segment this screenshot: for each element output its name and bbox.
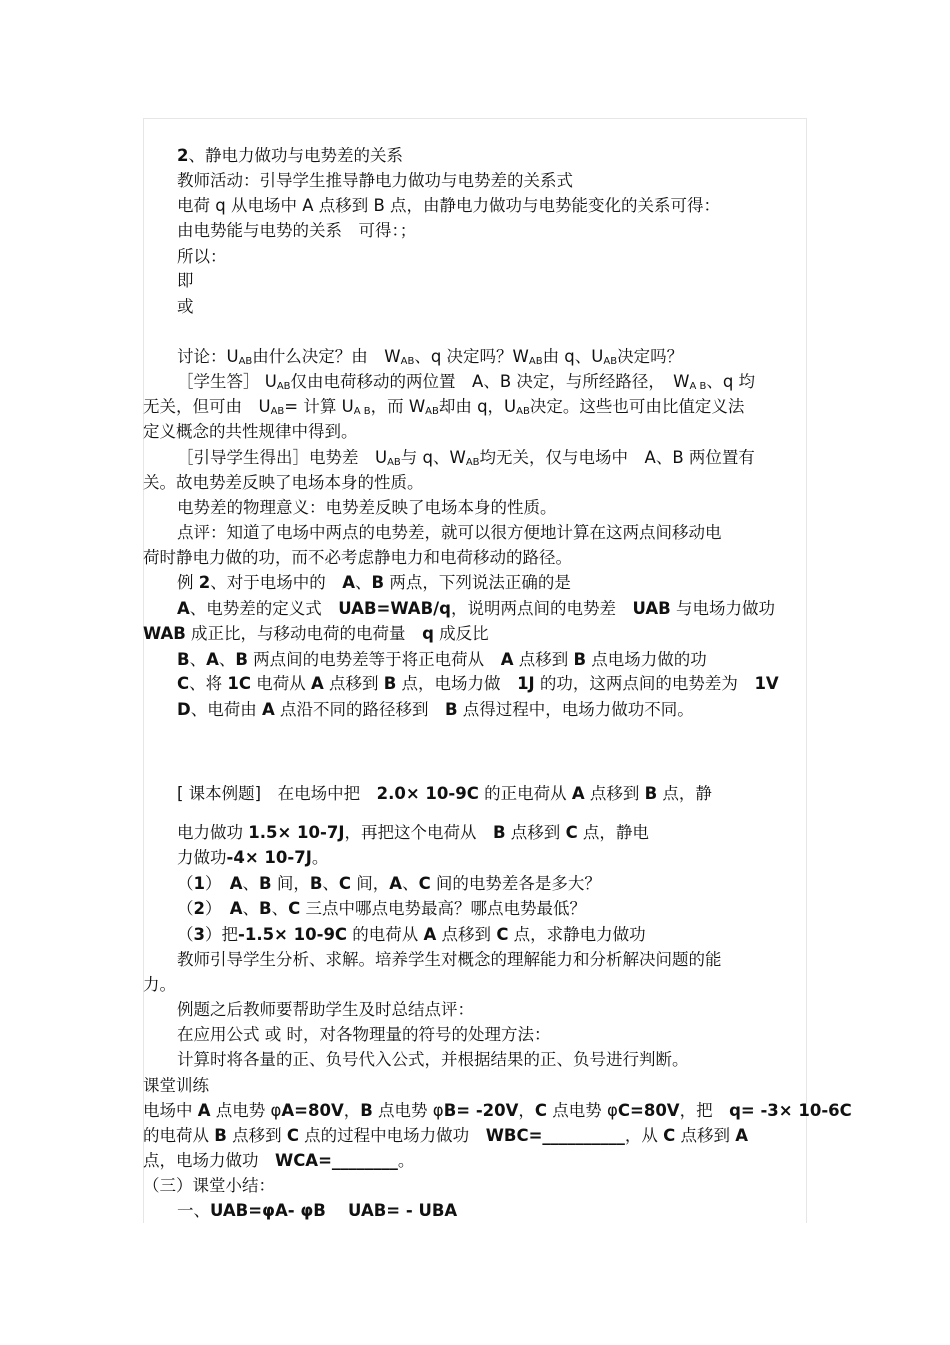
example-2-question: 例 2、对于电场中的 A、B 两点，下列说法正确的是 bbox=[177, 573, 571, 592]
option-c: C、将 1C 电荷从 A 点移到 B 点，电场力做 1J 的功，这两点间的电势差为 1V bbox=[177, 674, 779, 693]
option-b: B、A、B 两点间的电势差等于将正电荷从 A 点移到 B 点电场力做的功 bbox=[177, 650, 707, 669]
option-d: D、电荷由 A 点沿不同的路径移到 B 点得过程中，电场力做功不同。 bbox=[177, 700, 694, 719]
textbook-example: [ 课本例题] 在电场中把 2.0× 10-9C 的正电荷从 A 点移到 B 点，静 bbox=[177, 784, 712, 803]
text-line: 电荷 q 从电场中 A 点移到 B 点，由静电力做功与电势能变化的关系可得： bbox=[177, 196, 721, 215]
summary-formula: 一、UAB=φA- φB UAB= - UBA bbox=[177, 1201, 458, 1220]
text-line: 计算时将各量的正、负号代入公式，并根据结果的正、负号进行判断。 bbox=[177, 1050, 689, 1069]
sub-question-3: （3）把-1.5× 10-9C 的电荷从 A 点移到 C 点，求静电力做功 bbox=[177, 925, 646, 944]
text-line: ［引导学生得出］电势差 $U_{AB}$与 q、$W_{AB}$均无关，仅与电场中 A、B 两位置有 bbox=[177, 448, 755, 468]
sub-question-2: （2） A、B、C 三点中哪点电势最高？哪点电势最低？ bbox=[177, 899, 586, 918]
textbook-example-cont: 力做功-4× 10-7J。 bbox=[177, 848, 329, 867]
text-line: 力。 bbox=[143, 975, 176, 994]
text-line: 无关，但可由 $U_{AB}=$ 计算 $U_{A B}$，而 $W_{AB}$却由 q，$U_{AB}$决定。这些也可由比值定义法 bbox=[143, 397, 745, 417]
text-line: 或 bbox=[177, 297, 194, 316]
text-line: 即 bbox=[177, 271, 194, 290]
training-question-cont: 点，电场力做功 WCA=________。 bbox=[143, 1151, 415, 1170]
text-line: 荷时静电力做的功，而不必考虑静电力和电荷移动的路径。 bbox=[143, 548, 572, 567]
text-line: 例题之后教师要帮助学生及时总结点评： bbox=[177, 1000, 474, 1019]
student-answer-line: ［学生答］ $U_{AB}$仅由电荷移动的两位置 A、B 决定，与所经路径， $W_{A B}$、q 均 bbox=[177, 372, 756, 392]
text-line: 由电势能与电势的关系 可得：； bbox=[177, 221, 417, 240]
text-line: 电势差的物理意义：电势差反映了电场本身的性质。 bbox=[177, 498, 557, 517]
text-line: 所以： bbox=[177, 247, 227, 266]
text-line: 点评：知道了电场中两点的电势差，就可以很方便地计算在这两点间移动电 bbox=[177, 523, 722, 542]
text-line: 在应用公式 或 时，对各物理量的符号的处理方法： bbox=[177, 1025, 551, 1044]
option-a: A、电势差的定义式 UAB=WAB/q，说明两点间的电势差 UAB 与电场力做功 bbox=[177, 599, 775, 618]
training-question-cont: 的电荷从 B 点移到 C 点的过程中电场力做功 WBC=__________，从 C 点移到 A bbox=[143, 1126, 749, 1145]
text-line: 教师活动：引导学生推导静电力做功与电势差的关系式 bbox=[177, 171, 573, 190]
discussion-line: 讨论：$U_{AB}$由什么决定？由 $W_{AB}$、q 决定吗？$W_{AB}$由 q、$U_{AB}$决定吗？ bbox=[177, 347, 684, 367]
text-line: 定义概念的共性规律中得到。 bbox=[143, 422, 358, 441]
text-line: 关。故电势差反映了电场本身的性质。 bbox=[143, 473, 424, 492]
section-classroom-training: 课堂训练 bbox=[143, 1076, 209, 1095]
sub-question-1: （1） A、B 间，B、C 间，A、C 间的电势差各是多大？ bbox=[177, 874, 601, 893]
option-a-cont: WAB 成正比，与移动电荷的电荷量 q 成反比 bbox=[143, 624, 489, 643]
heading-section-2: 2、静电力做功与电势差的关系 bbox=[177, 146, 403, 165]
text-line: 教师引导学生分析、求解。培养学生对概念的理解能力和分析解决问题的能 bbox=[177, 950, 722, 969]
textbook-example-cont: 电力做功 1.5× 10-7J，再把这个电荷从 B 点移到 C 点，静电 bbox=[177, 823, 649, 842]
section-summary: （三）课堂小结： bbox=[143, 1176, 275, 1195]
training-question: 电场中 A 点电势 φA=80V，B 点电势 φB= -20V，C 点电势 φC=80V，把 q= -3× 10-6C bbox=[143, 1101, 852, 1120]
